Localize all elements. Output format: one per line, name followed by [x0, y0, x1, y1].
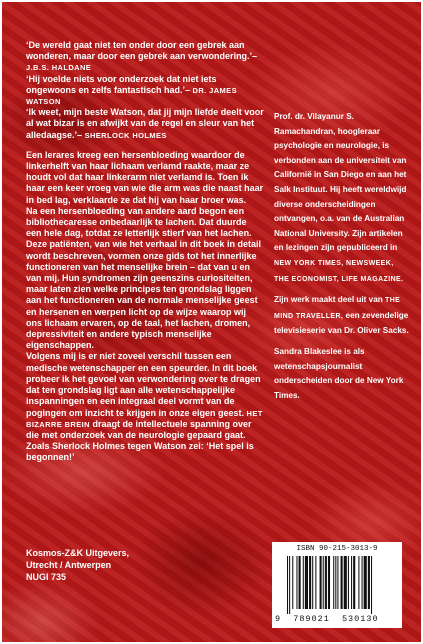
barcode-bar	[323, 556, 324, 609]
quote-text: ‘Hij voelde niets voor onderzoek dat niet iets ongewoons en zelfs fantastisch had.’–	[26, 73, 217, 95]
quote-haldane	[26, 40, 264, 74]
back-cover	[2, 2, 421, 642]
author-bio-paragraph	[274, 110, 410, 287]
barcode-label	[272, 542, 402, 628]
quote-author: SHERLOCK HOLMES	[84, 130, 167, 140]
barcode-bar	[358, 556, 359, 609]
ean-left-group: 789021	[293, 614, 330, 624]
barcode-bar	[368, 556, 370, 609]
bio-text: Zijn werk maakt deel uit van	[274, 295, 383, 305]
tv-series: THE MIND TRAVELLER,	[274, 297, 401, 320]
left-column	[26, 40, 264, 464]
body-text: draagt de intellectuele spanning over die met onderzoek van de neurologie gepaard gaat. Zoals Sherlock Holmes tegen Watson zei: ‘Het spel is begonnen!’	[26, 418, 254, 463]
barcode-bar	[305, 556, 308, 609]
barcode-bar	[362, 556, 363, 609]
barcode-bar	[303, 556, 304, 609]
publisher-block	[26, 548, 129, 583]
barcode-bar	[296, 556, 297, 609]
quote-watson	[26, 74, 264, 108]
barcode-bar	[353, 556, 355, 609]
barcode-bar	[351, 556, 352, 609]
barcode-bar	[337, 556, 338, 609]
barcode-bar	[320, 556, 322, 609]
newspaper: New York Times.	[274, 376, 404, 400]
barcode-bar	[299, 556, 301, 609]
publisher-name: Kosmos-Z&K Uitgevers,	[26, 548, 130, 558]
body-paragraph: Een lerares kreeg een hersenbloeding waardoor de linkerhelft van haar lichaam verlamd raakte, maar ze houdt vol dat haar linkerarm niet verlamd is. Toen ik haar een keer vroeg van wie die arm was die naast haar in bed lag, verklaarde ze dat hij van haar broer was.	[26, 149, 264, 205]
barcode-bar	[364, 556, 367, 609]
body-paragraph: Deze patiënten, van wie het verhaal in dit boek in detail wordt beschreven, vormen onze gids tot het innerlijke functioneren van het menselijke brein – dat van u en van mij. Hun syndromen zijn geenszins curiositeiten, maar laten zien welke principes ten grondslag liggen aan het functioneren van de normale menselijke geest en hersenen en werpen licht op de wijze waarop wij ons lichaam ervaren, op de taal, het lachen, dromen, depressiviteit en andere typisch menselijke eigenschappen.	[26, 239, 262, 351]
nugi-code: NUGI 735	[26, 571, 67, 582]
bio-text: een zevendelige televisieserie van Dr. Oliver Sacks.	[274, 310, 409, 336]
barcode-bar	[292, 556, 293, 609]
quote-author: J.B.S. HALDANE	[26, 63, 92, 73]
quote-text: ‘Ik weet, mijn beste Watson, dat jij mijn liefde deelt voor al wat bizar is en afwijkt van de regel en sleur van het alledaagse.’–	[26, 107, 264, 140]
book-title: HET BIZARRE BREIN	[26, 408, 263, 429]
barcode-bar	[335, 556, 336, 609]
ean-right-group: 530130	[341, 614, 379, 624]
barcode-bar	[344, 556, 347, 609]
barcode-bar	[325, 556, 327, 609]
publications: NEW YORK TIMES, NEWSWEEK, THE ECONOMIST, LIFE MAGAZINE.	[274, 259, 404, 283]
author-bio-column	[274, 110, 410, 409]
body-paragraph: Na een hersenbloeding van andere aard begon een bibliothecaresse onbedaarlijk te lachen. Dat duurde een hele dag, totdat ze letterlijk stierf van het lachen.	[26, 205, 252, 239]
isbn-number: ISBN 90-215-3013-9	[296, 545, 378, 553]
ean-digits	[275, 614, 401, 624]
barcode-bar	[341, 556, 343, 609]
barcode-bar	[315, 556, 316, 609]
barcode-bar	[287, 556, 288, 614]
barcode-bar	[312, 556, 313, 609]
barcode-bars	[285, 556, 395, 614]
quote-text: ‘De wereld gaat niet ten onder door een gebrek aan wonderen, maar door een gebrek aan verwondering.’–	[26, 40, 258, 62]
body-text: Volgens mij is er niet zoveel verschil tussen een medische wetenschapper en een speurder. In dit boek probeer ik het gevoel van verwondering over te dragen dat ten grondslag ligt aan alle wetenschappelijke inspanningen en een integraal deel vormt van de pogingen om inzicht te krijgen in onze eigen geest.	[26, 351, 261, 418]
ean-first-digit: 9	[275, 614, 282, 624]
bio-text: Sandra Blakeslee is als wetenschapsjournalist onderscheiden door de	[274, 346, 365, 386]
bio-text: Prof. dr. Vilayanur S. Ramachandran, hoogleraar psychologie en neurologie, is verbonden aan de universiteit van Californië in San Diego en aan het Salk Instituut. Hij heeft wereldwijd diverse onderscheidingen ontvangen, o.a. van de Australian National University. Zijn artikelen en lezingen zijn gepubliceerd in	[274, 112, 407, 253]
barcode	[285, 556, 395, 614]
barcode-bar	[328, 556, 330, 609]
body-paragraph	[26, 351, 264, 463]
author-bio-paragraph	[274, 345, 410, 403]
barcode-bar	[309, 556, 311, 609]
quote-author: DR. JAMES WATSON	[26, 85, 237, 107]
barcode-bar	[289, 556, 290, 614]
barcode-bar	[333, 556, 334, 609]
author-bio-paragraph	[274, 293, 410, 339]
publisher-place: Utrecht / Antwerpen	[26, 559, 112, 570]
quote-holmes	[26, 107, 264, 141]
barcode-bar	[371, 556, 372, 614]
barcode-bar	[348, 556, 349, 609]
